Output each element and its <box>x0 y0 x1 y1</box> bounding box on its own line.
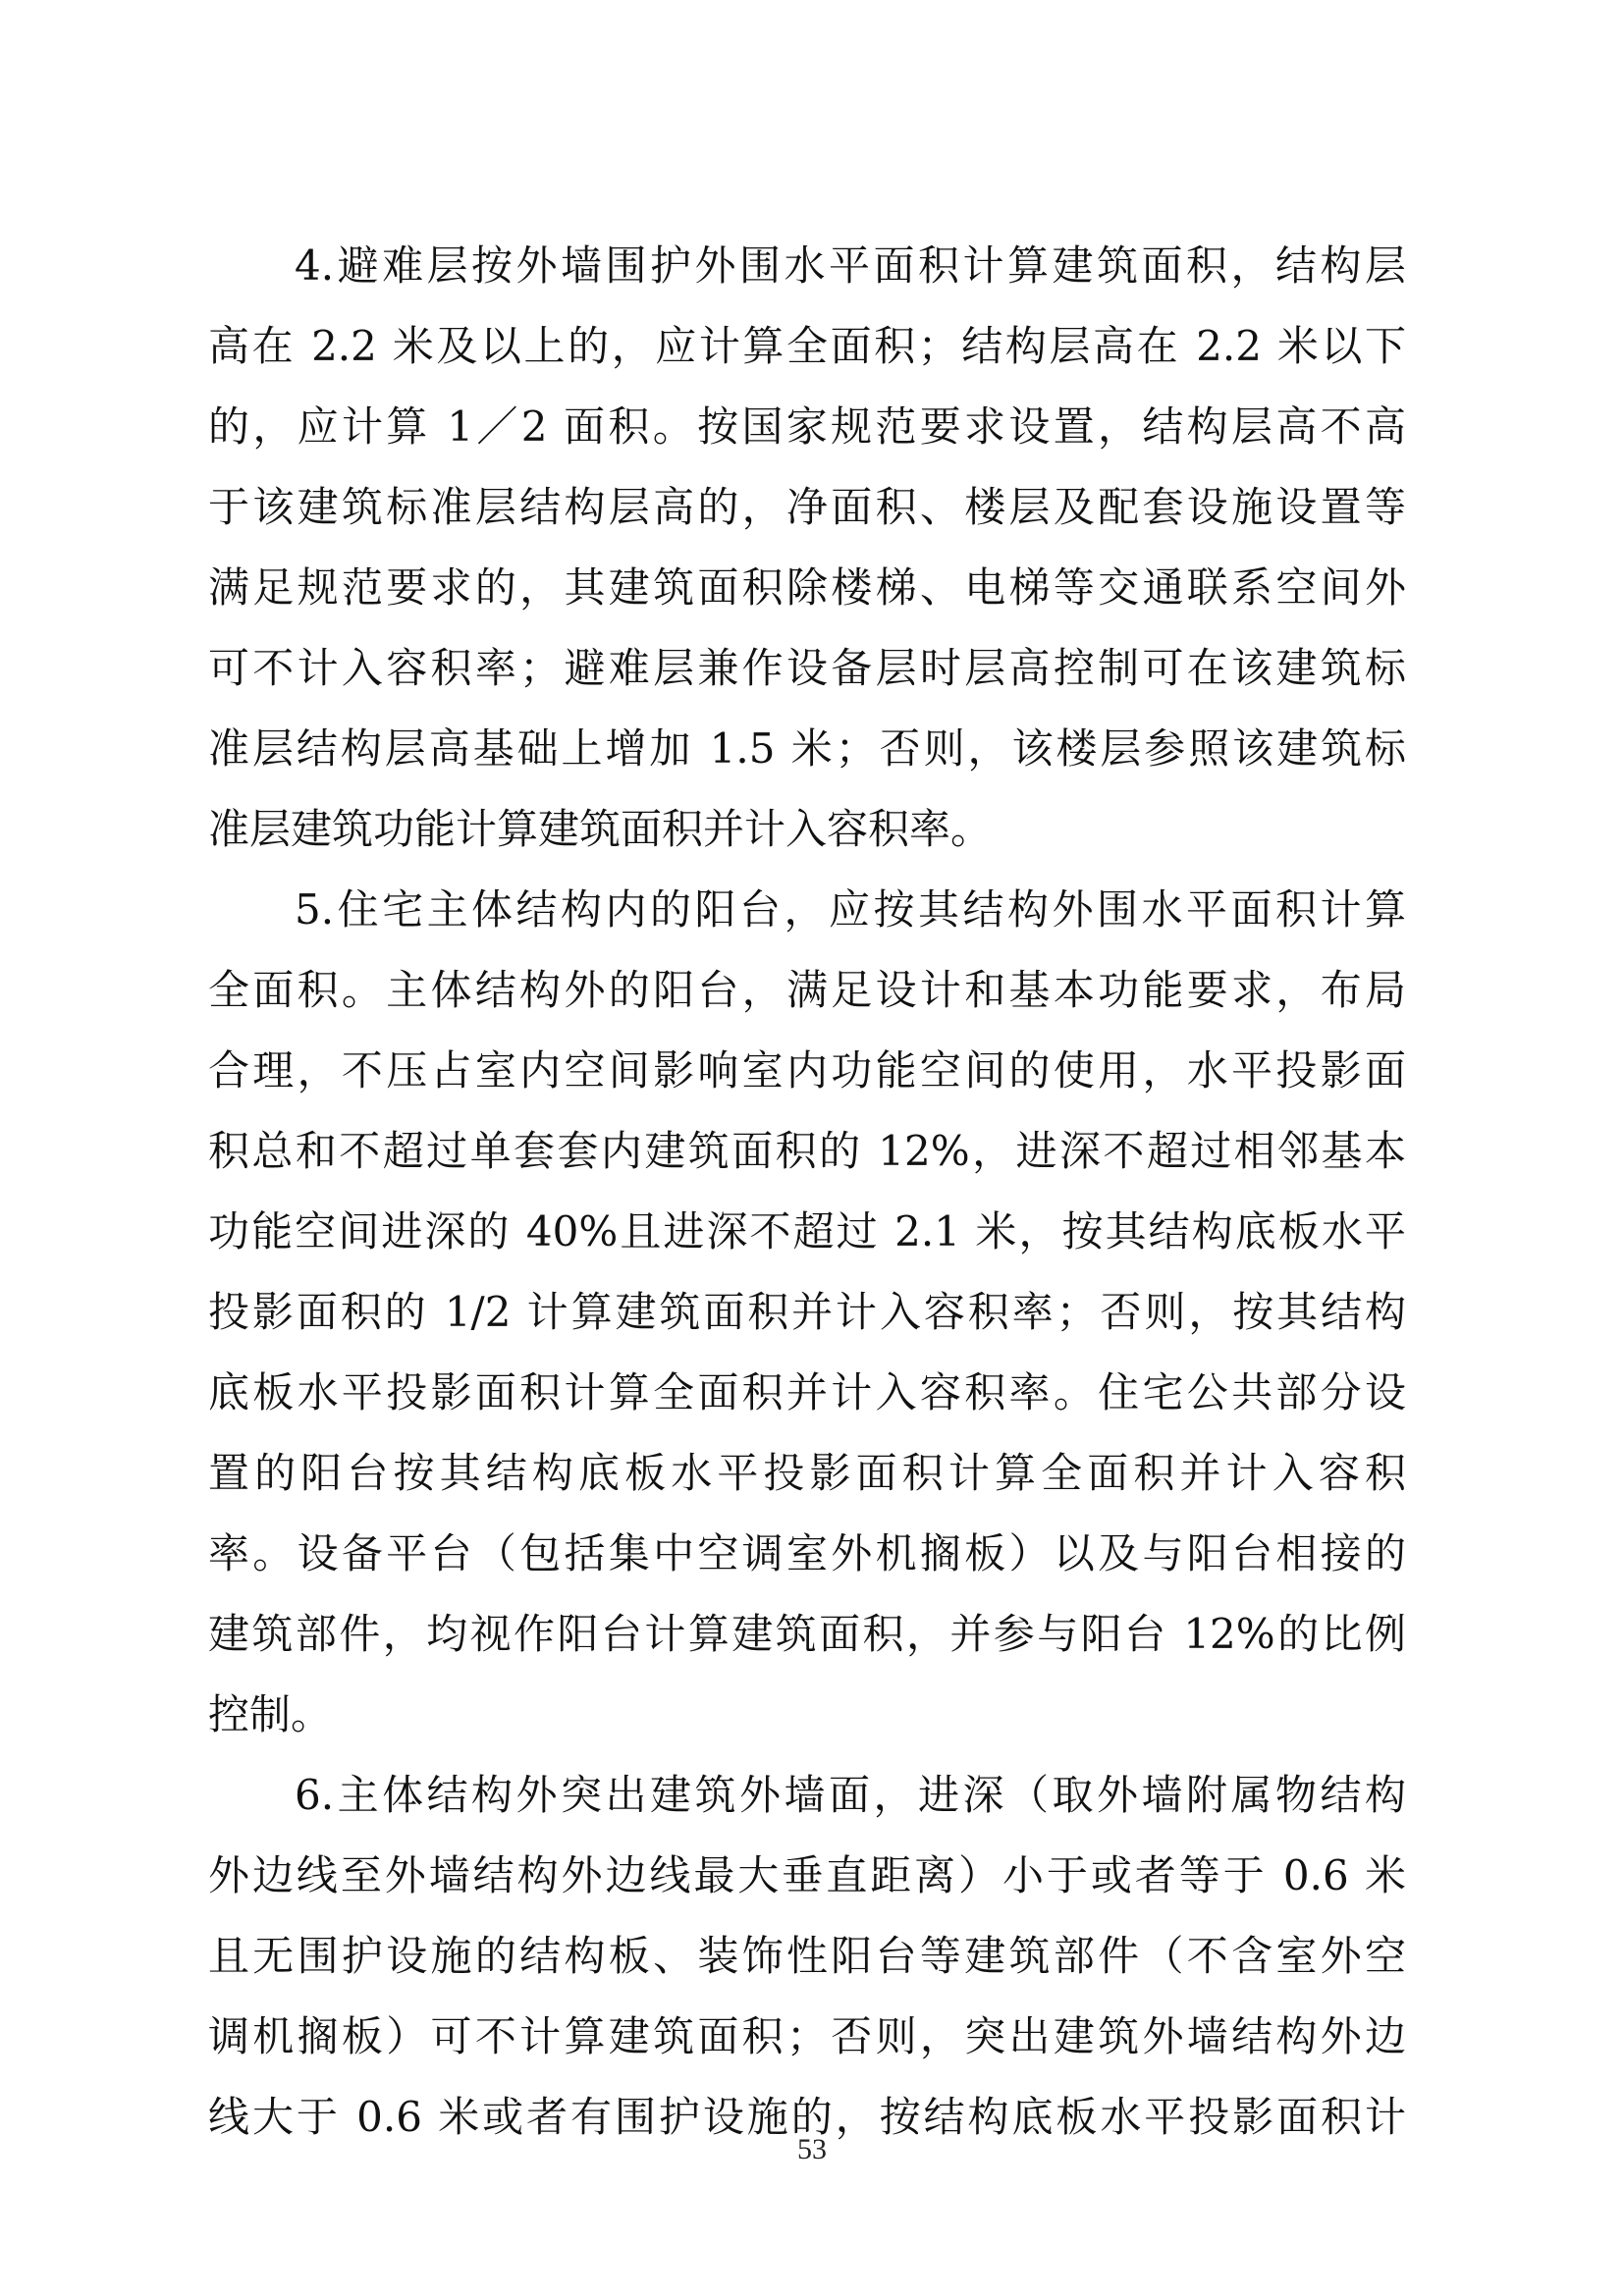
page-number: 53 <box>797 2133 827 2165</box>
text-line: 可不计入容积率；避难层兼作设备层时层高控制可在该建筑标 <box>208 644 1406 692</box>
text-line: 建筑部件，均视作阳台计算建筑面积，并参与阳台 12%的比例 <box>208 1610 1406 1658</box>
text-line: 线大于 0.6 米或者有围护设施的，按结构底板水平投影面积计 <box>208 2093 1406 2141</box>
text-line: 合理，不压占室内空间影响室内功能空间的使用，水平投影面 <box>208 1046 1406 1095</box>
text-line: 准层建筑功能计算建筑面积并计入容积率。 <box>208 805 993 853</box>
paragraph-4-refuge-floor <box>208 226 1406 870</box>
text-line: 全面积。主体结构外的阳台，满足设计和基本功能要求，布局 <box>208 966 1406 1014</box>
text-line: 5.住宅主体结构内的阳台，应按其结构外围水平面积计算 <box>295 885 1406 934</box>
paragraph-5-balcony <box>208 870 1406 1755</box>
text-line: 且无围护设施的结构板、装饰性阳台等建筑部件（不含室外空 <box>208 1932 1406 1980</box>
text-line: 6.主体结构外突出建筑外墙面，进深（取外墙附属物结构 <box>295 1771 1406 1819</box>
text-line: 置的阳台按其结构底板水平投影面积计算全面积并计入容积 <box>208 1449 1406 1497</box>
document-body <box>208 226 1406 2158</box>
text-line: 积总和不超过单套套内建筑面积的 12%，进深不超过相邻基本 <box>208 1127 1406 1175</box>
text-line: 率。设备平台（包括集中空调室外机搁板）以及与阳台相接的 <box>208 1529 1406 1577</box>
text-line: 功能空间进深的 40%且进深不超过 2.1 米，按其结构底板水平 <box>208 1207 1406 1255</box>
text-line: 的，应计算 1／2 面积。按国家规范要求设置，结构层高不高 <box>208 402 1406 451</box>
text-line: 控制。 <box>208 1690 333 1738</box>
text-line: 投影面积的 1/2 计算建筑面积并计入容积率；否则，按其结构 <box>208 1288 1406 1336</box>
text-line: 调机搁板）可不计算建筑面积；否则，突出建筑外墙结构外边 <box>208 2012 1406 2060</box>
text-line: 外边线至外墙结构外边线最大垂直距离）小于或者等于 0.6 米 <box>208 1851 1406 1899</box>
text-line: 准层结构层高基础上增加 1.5 米；否则，该楼层参照该建筑标 <box>208 724 1406 773</box>
text-line: 高在 2.2 米及以上的，应计算全面积；结构层高在 2.2 米以下 <box>208 322 1406 370</box>
text-line: 4.避难层按外墙围护外围水平面积计算建筑面积，结构层 <box>295 241 1406 290</box>
text-line: 满足规范要求的，其建筑面积除楼梯、电梯等交通联系空间外 <box>208 563 1406 612</box>
text-line: 于该建筑标准层结构层高的，净面积、楼层及配套设施设置等 <box>208 483 1406 531</box>
text-line: 底板水平投影面积计算全面积并计入容积率。住宅公共部分设 <box>208 1368 1406 1416</box>
paragraph-6-projecting-parts <box>208 1755 1406 2158</box>
